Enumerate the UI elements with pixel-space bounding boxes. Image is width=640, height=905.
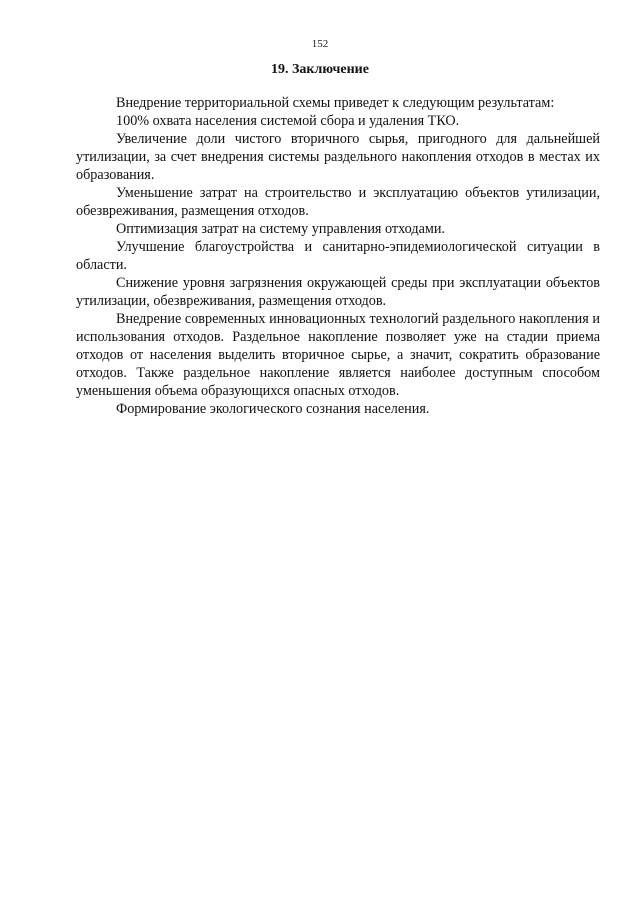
body-text	[76, 94, 600, 418]
paragraph-technologies: Внедрение современных инновационных технологий раздельного накопления и использования отходов. Раздельное накопление позволяет уже на стадии приема отходов от населения выделить вторичное сырье, а значит, сократить образование отходов. Также раздельное накопление является наиболее доступным способом уменьшения объема образующихся опасных отходов.	[76, 311, 600, 399]
paragraph-recyclables: Увеличение доли чистого вторичного сырья, пригодного для дальнейшей утилизации, за счет внедрения системы раздельного накопления отходов в местах их образования.	[76, 131, 600, 183]
paragraph-pollution: Снижение уровня загрязнения окружающей среды при эксплуатации объектов утилизации, обезвреживания, размещения отходов.	[76, 275, 600, 309]
page-number: 152	[311, 38, 329, 50]
paragraph-cost-reduction: Уменьшение затрат на строительство и эксплуатацию объектов утилизации, обезвреживания, размещения отходов.	[76, 185, 600, 219]
paragraph-intro: Внедрение территориальной схемы приведет к следующим результатам:	[116, 95, 555, 111]
paragraph-cost-optimization: Оптимизация затрат на систему управления отходами.	[116, 221, 445, 237]
section-heading: 19. Заключение	[271, 62, 369, 77]
paragraph-awareness: Формирование экологического сознания населения.	[116, 401, 430, 417]
paragraph-sanitation: Улучшение благоустройства и санитарно-эпидемиологической ситуации в области.	[76, 239, 600, 273]
paragraph-coverage: 100% охвата населения системой сбора и удаления ТКО.	[116, 113, 460, 129]
